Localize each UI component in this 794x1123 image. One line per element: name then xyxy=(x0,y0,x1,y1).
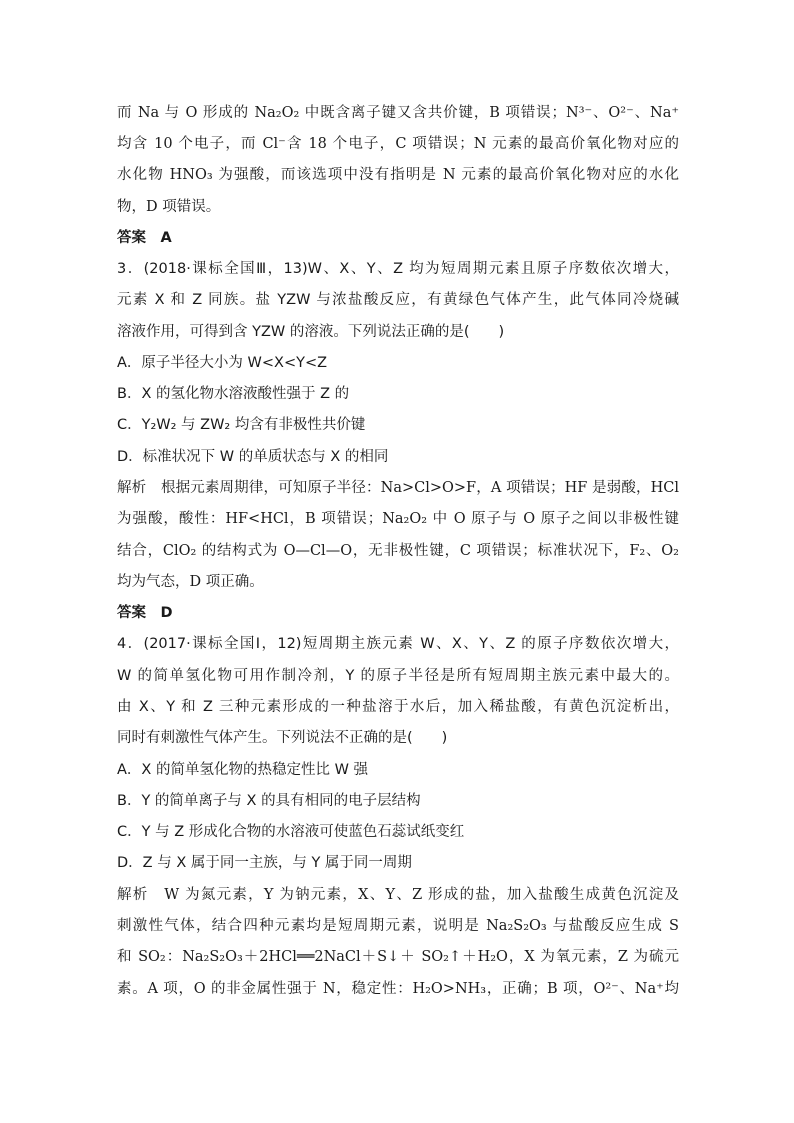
option-c: C．Y 与 Z 形成化合物的水溶液可使蓝色石蕊试纸变红 xyxy=(117,824,465,840)
explanation-line: 而 Na 与 O 形成的 Na₂O₂ 中既含离子键又含共价键，B 项错误；N³⁻、O²⁻、Na⁺ xyxy=(117,105,679,121)
option-b: B．X 的氢化物水溶液酸性强于 Z 的 xyxy=(117,386,350,402)
explanation-line: 均为气态，D 项正确。 xyxy=(117,574,264,590)
explanation-line: 解析 根据元素周期律，可知原子半径：Na>Cl>O>F，A 项错误；HF 是弱酸，HCl xyxy=(117,480,679,496)
option-a: A．原子半径大小为 W<X<Y<Z xyxy=(117,355,328,371)
explanation-line: 结合，ClO₂ 的结构式为 O—Cl—O，无非极性键，C 项错误；标准状况下，F₂、O₂ xyxy=(117,543,679,559)
explanation-line: 物，D 项错误。 xyxy=(117,199,221,215)
explanation-line: 素。A 项，O 的非金属性强于 N，稳定性：H₂O>NH₃，正确；B 项，O²⁻、Na⁺均 xyxy=(117,981,679,997)
question-stem: 由 X、Y 和 Z 三种元素形成的一种盐溶于水后，加入稀盐酸，有黄色沉淀析出， xyxy=(117,699,679,715)
option-d: D．Z 与 X 属于同一主族，与 Y 属于同一周期 xyxy=(117,855,412,871)
answer-label: 答案 A xyxy=(117,230,172,246)
answer-label: 答案 D xyxy=(117,605,173,621)
question-stem: 同时有刺激性气体产生。下列说法不正确的是( ) xyxy=(117,730,448,746)
question-stem: 元素 X 和 Z 同族。盐 YZW 与浓盐酸反应，有黄绿色气体产生，此气体同冷烧碱 xyxy=(117,292,679,308)
explanation-line: 均含 10 个电子，而 Cl⁻含 18 个电子，C 项错误；N 元素的最高价氧化物对应的 xyxy=(117,136,679,152)
option-d: D．标准状况下 W 的单质状态与 X 的相同 xyxy=(117,449,389,465)
option-b: B．Y 的简单离子与 X 的具有相同的电子层结构 xyxy=(117,793,421,809)
explanation-line: 和 SO₂：Na₂S₂O₃＋2HCl══2NaCl＋S↓＋ SO₂↑＋H₂O，X 为氧元素，Z 为硫元 xyxy=(117,949,679,965)
option-a: A．X 的简单氢化物的热稳定性比 W 强 xyxy=(117,762,369,778)
explanation-line: 水化物 HNO₃ 为强酸，而该选项中没有指明是 N 元素的最高价氧化物对应的水化 xyxy=(117,167,679,183)
explanation-line: 为强酸，酸性：HF<HCl，B 项错误；Na₂O₂ 中 O 原子与 O 原子之间以非极性键 xyxy=(117,511,679,527)
question-stem: W 的简单氢化物可用作制冷剂，Y 的原子半径是所有短周期主族元素中最大的。 xyxy=(117,668,679,684)
question-stem: 溶液作用，可得到含 YZW 的溶液。下列说法正确的是( ) xyxy=(117,324,505,340)
explanation-line: 刺激性气体，结合四种元素均是短周期元素，说明是 Na₂S₂O₃ 与盐酸反应生成 S xyxy=(117,918,679,934)
question-stem: 4．(2017·课标全国Ⅰ，12)短周期主族元素 W、X、Y、Z 的原子序数依次增大， xyxy=(117,636,679,652)
option-c: C．Y₂W₂ 与 ZW₂ 均含有非极性共价键 xyxy=(117,417,366,433)
explanation-line: 解析 W 为氮元素，Y 为钠元素，X、Y、Z 形成的盐，加入盐酸生成黄色沉淀及 xyxy=(117,887,679,903)
question-stem: 3．(2018·课标全国Ⅲ，13)W、X、Y、Z 均为短周期元素且原子序数依次增大， xyxy=(117,261,679,277)
